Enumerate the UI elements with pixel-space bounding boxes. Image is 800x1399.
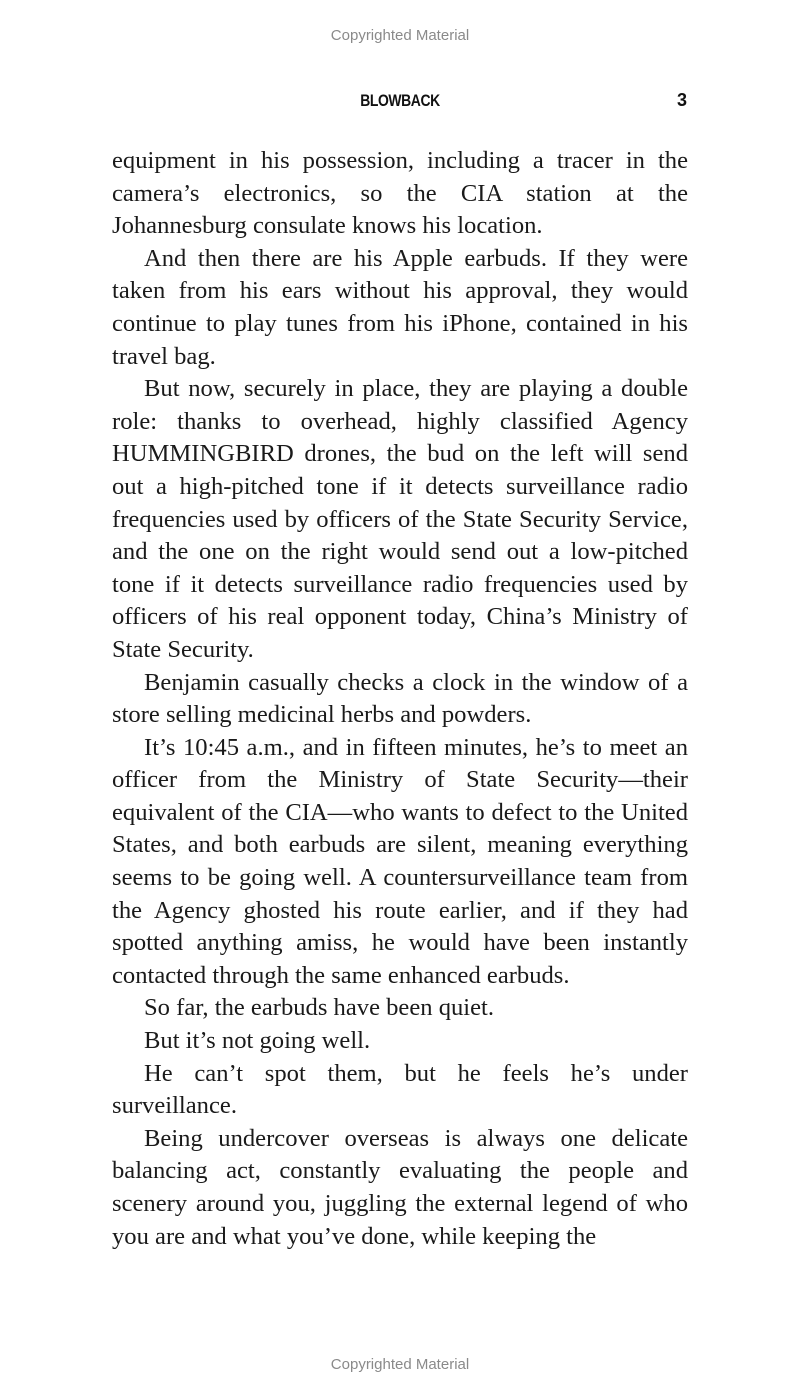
paragraph: He can’t spot them, but he feels he’s under surveillance.: [112, 1059, 688, 1120]
running-title: BLOWBACK: [360, 91, 440, 110]
paragraph: It’s 10:45 a.m., and in fifteen minutes, he’s to meet an officer from the Ministry of State Security—their equivalent of the CIA—who wants to defect to the United States, and both earbuds are silent, meaning everything seems to be going well. A countersurveillance team from the Agency ghosted his route earlier, and if they had spotted anything amiss, he would have been instantly contacted through the same enhanced earbuds.: [112, 733, 688, 989]
body-text: [112, 145, 688, 1253]
paragraph: And then there are his Apple earbuds. If they were taken from his ears without his approval, they would continue to play tunes from his iPhone, contained in his travel bag.: [112, 244, 688, 370]
paragraph: So far, the earbuds have been quiet.: [144, 994, 495, 1022]
paragraph: But it’s not going well.: [144, 1027, 371, 1055]
paragraph: But now, securely in place, they are playing a double role: thanks to overhead, highly classified Agency HUMMINGBIRD drones, the bud on the left will send out a high-pitched tone if it detects surveillance radio frequencies used by officers of the State Security Service, and the one on the right would send out a low-pitched tone if it detects surveillance radio frequencies used by officers of his real opponent today, China’s Ministry of State Security.: [112, 375, 688, 663]
page-number: 3: [677, 90, 688, 110]
paragraph: Being undercover overseas is always one delicate balancing act, constantly evaluating the people and scenery around you, juggling the external legend of who you are and what you’ve done, while keeping the: [112, 1124, 688, 1250]
paragraph: Benjamin casually checks a clock in the window of a store selling medicinal herbs and powders.: [112, 668, 688, 729]
paragraph: equipment in his possession, including a tracer in the camera’s electronics, so the CIA station at the Johannesburg consulate knows his location.: [112, 147, 688, 240]
copyright-notice-bottom: Copyrighted Material: [330, 1356, 470, 1373]
copyright-notice-top: Copyrighted Material: [330, 27, 470, 44]
